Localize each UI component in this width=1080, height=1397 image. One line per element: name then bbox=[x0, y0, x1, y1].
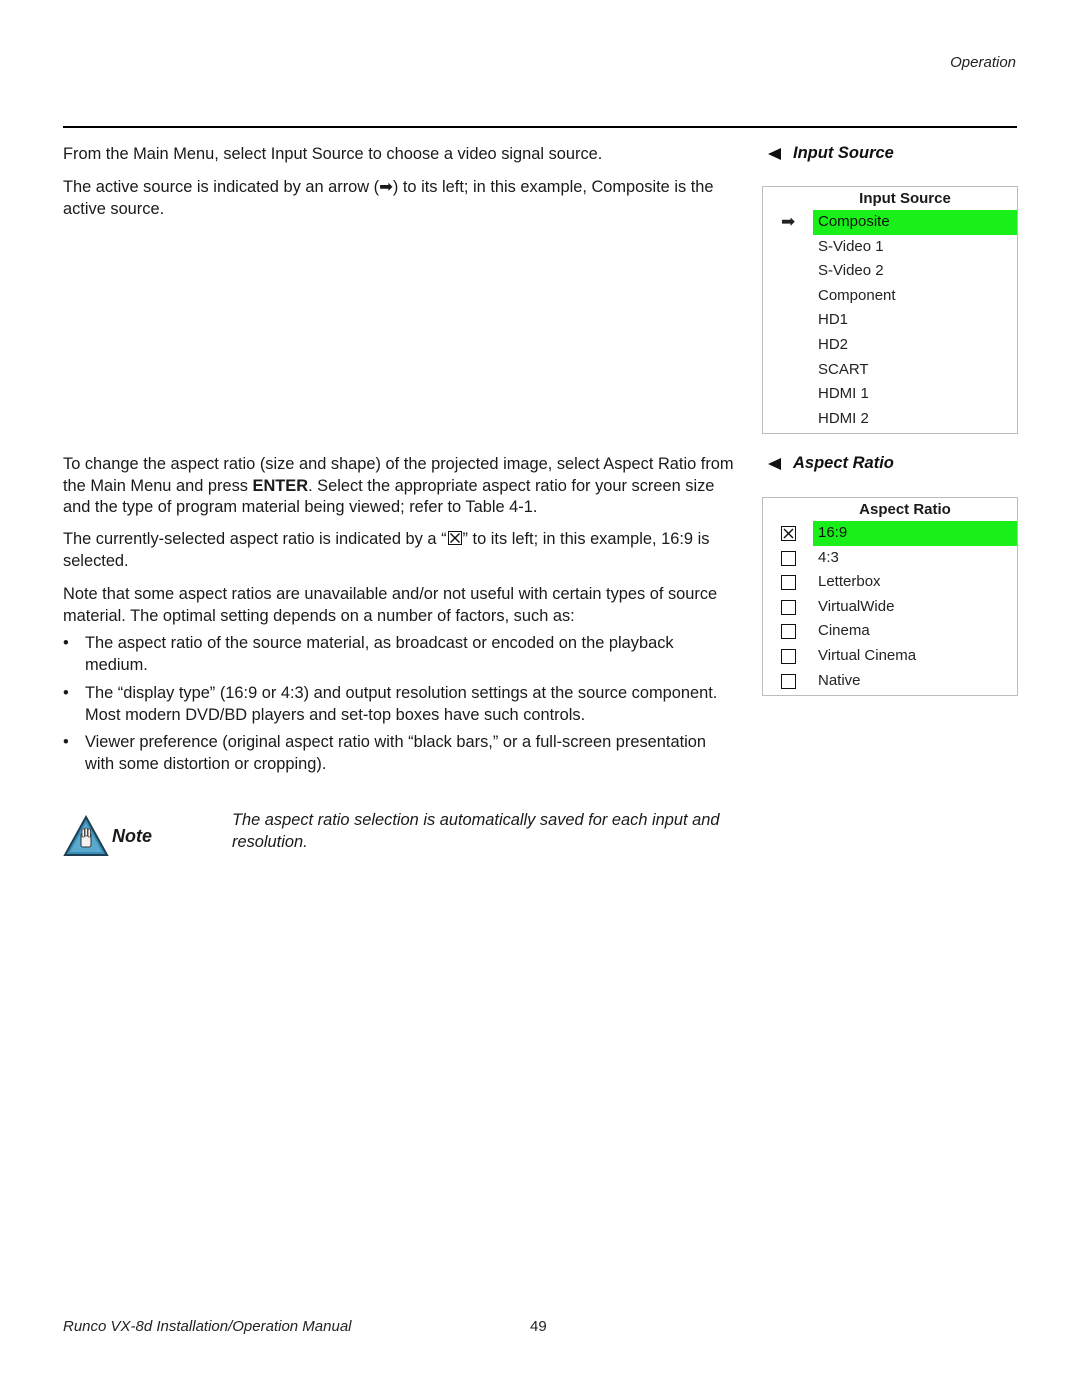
bullet-dot: • bbox=[63, 733, 69, 751]
note-icon bbox=[63, 815, 109, 857]
bullet-dot: • bbox=[63, 684, 69, 702]
menu-item-label: VirtualWide bbox=[818, 597, 895, 615]
intro-paragraph bbox=[63, 144, 739, 166]
menu-item-label: 16:9 bbox=[813, 521, 1017, 546]
empty-checkbox-icon bbox=[781, 624, 796, 639]
menu-item-hdmi-2[interactable] bbox=[763, 407, 1017, 432]
active-source-paragraph bbox=[63, 177, 739, 220]
checked-box-icon bbox=[448, 531, 462, 545]
menu-item-letterbox[interactable] bbox=[763, 570, 1017, 595]
arrow-icon: ➡ bbox=[379, 178, 393, 196]
menu-item-label: Cinema bbox=[818, 622, 870, 640]
menu-item-component[interactable] bbox=[763, 284, 1017, 309]
menu-item-hdmi-1[interactable] bbox=[763, 382, 1017, 407]
input-source-heading-text: Input Source bbox=[793, 144, 894, 162]
intro-text: From the Main Menu, select Input Source to choose a video signal source. bbox=[63, 145, 603, 163]
aspect-ratio-heading-text: Aspect Ratio bbox=[793, 454, 894, 472]
menu-item-virtualwide[interactable] bbox=[763, 595, 1017, 620]
p5-text: Note that some aspect ratios are unavailable and/or not useful with certain types of source material. The optimal setting depends on a number of factors, such as: bbox=[63, 585, 718, 625]
input-source-menu bbox=[762, 186, 1018, 434]
menu-item-s-video-2[interactable] bbox=[763, 259, 1017, 284]
input-source-heading bbox=[768, 144, 894, 163]
menu-item-4-3[interactable] bbox=[763, 546, 1017, 571]
aspect-change-paragraph bbox=[63, 454, 739, 519]
bullet-item bbox=[63, 683, 739, 726]
menu-item-s-video-1[interactable] bbox=[763, 235, 1017, 260]
empty-checkbox-icon bbox=[781, 551, 796, 566]
p3-before: To change the aspect ratio (size and shape) of the projected image, select Aspect Ratio from the Main Menu and press bbox=[63, 455, 734, 495]
menu-item-hd1[interactable] bbox=[763, 308, 1017, 333]
bullet-text: Viewer preference (original aspect ratio with “black bars,” or a full-screen presentation with some distortion or cropping). bbox=[85, 733, 707, 773]
menu-item-label: Component bbox=[818, 286, 896, 304]
bullet-item bbox=[63, 633, 739, 676]
menu-item-label: Native bbox=[818, 671, 861, 689]
menu-item-composite[interactable] bbox=[763, 210, 1017, 235]
active-arrow-icon: ➡ bbox=[781, 212, 796, 231]
header-section-label: Operation bbox=[950, 54, 1016, 71]
bullet-dot: • bbox=[63, 634, 69, 652]
menu-item-label: HDMI 1 bbox=[818, 385, 869, 403]
triangle-left-icon bbox=[768, 458, 781, 470]
aspect-ratio-heading bbox=[768, 454, 894, 473]
bullet-text: The “display type” (16:9 or 4:3) and output resolution settings at the source component. Most modern DVD/BD players and set-top boxes have such controls. bbox=[85, 684, 718, 724]
empty-checkbox-icon bbox=[781, 674, 796, 689]
menu-item-label: Virtual Cinema bbox=[818, 646, 917, 664]
menu-item-label: S-Video 2 bbox=[818, 262, 884, 280]
empty-checkbox-icon bbox=[781, 575, 796, 590]
p3-after: . Select the appropriate aspect ratio for your screen size and the type of program material being viewed; refer to Table 4-1. bbox=[63, 476, 715, 516]
checked-box-icon bbox=[781, 526, 796, 541]
bullet-text: The aspect ratio of the source material, as broadcast or encoded on the playback medium. bbox=[85, 634, 674, 674]
note-text: The aspect ratio selection is automatically saved for each input and resolution. bbox=[232, 811, 720, 851]
input-source-menu-title: Input Source bbox=[859, 190, 951, 207]
menu-item-label: Letterbox bbox=[818, 573, 881, 591]
aspect-selected-paragraph bbox=[63, 529, 739, 572]
menu-item-label: SCART bbox=[818, 360, 869, 378]
p4-after: ” to its left; in this example, 16:9 is selected. bbox=[63, 530, 710, 570]
note-label: Note bbox=[112, 826, 152, 846]
menu-item-label: 4:3 bbox=[818, 548, 839, 566]
menu-item-cinema[interactable] bbox=[763, 619, 1017, 644]
aspect-ratio-menu-title: Aspect Ratio bbox=[859, 501, 951, 518]
triangle-left-icon bbox=[768, 148, 781, 160]
p2-before: The active source is indicated by an arrow ( bbox=[63, 178, 380, 196]
menu-item-scart[interactable] bbox=[763, 358, 1017, 383]
bullet-item bbox=[63, 732, 739, 775]
enter-key-label: ENTER bbox=[252, 476, 309, 495]
menu-item-label: HDMI 2 bbox=[818, 409, 869, 427]
menu-item-virtual-cinema[interactable] bbox=[763, 644, 1017, 669]
menu-item-label: S-Video 1 bbox=[818, 237, 884, 255]
empty-checkbox-icon bbox=[781, 600, 796, 615]
footer-manual-title: Runco VX-8d Installation/Operation Manual bbox=[63, 1318, 352, 1335]
menu-item-16-9[interactable] bbox=[763, 521, 1017, 546]
menu-item-hd2[interactable] bbox=[763, 333, 1017, 358]
p4-before: The currently-selected aspect ratio is indicated by a “ bbox=[63, 530, 447, 548]
menu-item-label: Composite bbox=[813, 210, 1017, 235]
menu-item-native[interactable] bbox=[763, 669, 1017, 694]
menu-item-label: HD1 bbox=[818, 311, 849, 329]
header-rule bbox=[63, 126, 1017, 128]
aspect-ratio-menu bbox=[762, 497, 1018, 696]
menu-item-label: HD2 bbox=[818, 335, 849, 353]
page-number: 49 bbox=[530, 1318, 547, 1335]
p2-after: ) to its left; in this example, Composite is the active source. bbox=[63, 178, 714, 218]
factors-paragraph bbox=[63, 584, 739, 627]
empty-checkbox-icon bbox=[781, 649, 796, 664]
